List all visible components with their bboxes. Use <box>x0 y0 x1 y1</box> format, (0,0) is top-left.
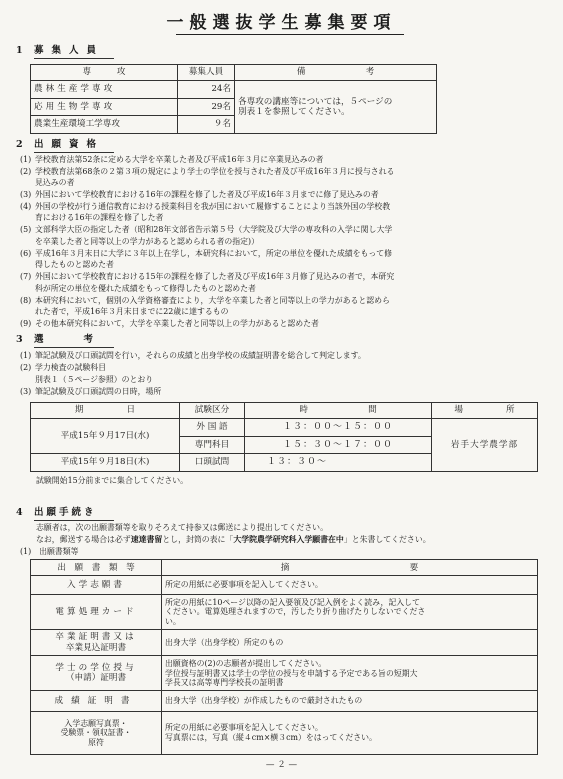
document-summary: 出身大学（出身学校）所定のもの <box>162 629 538 656</box>
quota-row-count: ９名 <box>178 116 235 134</box>
quota-row-count: 24名 <box>178 81 235 99</box>
documents-subheading: (1) 出願書類等 <box>20 547 79 556</box>
schedule-kind: 外 国 語 <box>180 419 245 437</box>
registered-express-label: 速達書留 <box>130 535 163 544</box>
section1-title: 募集人員 <box>34 45 105 56</box>
schedule-header-place: 場 所 <box>432 403 538 419</box>
selection-item: (3) 筆記試験及び口頭試問の日時，場所 <box>20 387 162 396</box>
document-name: 学士の学位授与 （申請）証明書 <box>31 656 162 691</box>
table-row <box>31 656 538 691</box>
selection-item: (2) 学力検査の試験科目 <box>20 363 107 372</box>
page-title: 一般選抜学生募集要項 <box>166 13 397 33</box>
eligibility-item: 得したものと認めた者 <box>35 260 114 269</box>
document-summary: 出身大学（出身学校）が作成したもので厳封されたもの <box>162 691 538 712</box>
schedule-kind: 口頭試問 <box>180 454 245 472</box>
document-name: 電算処理カード <box>31 594 162 629</box>
quota-note-line: 別表１を参照してください。 <box>238 107 350 118</box>
quota-header-notes: 備 考 <box>235 65 437 81</box>
eligibility-item: (7) 外国において学校教育における15年の課程を修了した者及び平成16年３月修了見込みの者で，本研究 <box>20 272 395 281</box>
page-number: — ２ — <box>265 760 298 770</box>
schedule-header-time: 時 間 <box>245 403 432 419</box>
section3-heading <box>16 334 133 346</box>
schedule-date: 平成15年９月17日(水) <box>31 419 180 454</box>
eligibility-item: を卒業した者と同等以上の学力があると認められる者の指定)） <box>35 237 260 246</box>
schedule-kind: 専門科目 <box>180 436 245 454</box>
section4-title: 出願手続き <box>34 507 97 518</box>
eligibility-item: (4) 外国の学校が行う通信教育における授業科目を我が国において履修することにより当該外国の学校教 <box>20 202 391 211</box>
section1-heading <box>16 45 104 57</box>
schedule-date: 平成15年９月18日(木) <box>31 454 180 472</box>
document-summary: 所定の用紙に必要事項を記入してください。 <box>162 576 538 594</box>
section1-quota-table <box>30 64 437 134</box>
quota-row-major: 農林生産学専攻 <box>31 81 178 99</box>
table-row <box>31 594 538 629</box>
quota-row-major: 応用生物学専攻 <box>31 98 178 116</box>
section1-number: 1 <box>16 45 23 56</box>
document-name: 入学志願書 <box>31 576 162 594</box>
schedule-header-kind: 試験区分 <box>180 403 245 419</box>
table-row <box>31 576 538 594</box>
schedule-place: 岩手大学農学部 <box>432 419 538 472</box>
eligibility-item: (3) 外国において学校教育における16年の課程を修了した者及び平成16年３月までに修了見込みの者 <box>20 190 379 199</box>
eligibility-item: (5) 文部科学大臣の指定した者（昭和28年文部省告示第５号（大学院及び大学の専攻科の入学に関し大学 <box>20 225 393 234</box>
schedule-header-date: 期 日 <box>31 403 180 419</box>
section2-number: 2 <box>16 139 23 150</box>
documents-header-summary: 摘 要 <box>162 560 538 576</box>
section4-number: 4 <box>16 507 23 518</box>
section4-heading <box>16 507 97 519</box>
section1-underline <box>34 58 114 59</box>
table-row <box>31 691 538 712</box>
eligibility-item: 育における16年の課程を修了した者 <box>35 213 164 222</box>
schedule-time: １３：３０〜 <box>245 454 432 472</box>
eligibility-item: (1) 学校教育法第52条に定める大学を卒業した者及び平成16年３月に卒業見込みの者 <box>20 155 324 164</box>
quota-header-major: 専 攻 <box>31 65 178 81</box>
section3-underline <box>34 347 114 348</box>
table-row <box>31 711 538 754</box>
section2-heading <box>16 139 104 151</box>
section4-underline <box>34 520 114 521</box>
application-intro: 志願者は，次の出願書類等を取りそろえて持参又は郵送により提出してください。 <box>36 523 328 532</box>
eligibility-item: れた者で，平成16年３月末日までに22歳に達するもの <box>35 307 229 316</box>
quota-note-line: 各専攻の講座等については，５ページの <box>238 96 393 107</box>
application-documents-table <box>30 559 538 755</box>
mailing-instructions: なお，郵送する場合は必ず速達書留とし，封筒の表に「大学院農学研究科入学願書在中」と朱書してください。 <box>36 535 431 544</box>
eligibility-item: (6) 平成16年３月末日に大学に３年以上在学し，本研究科において，所定の単位を優れた成績をもって修 <box>20 249 393 258</box>
quota-row-count: 29名 <box>178 98 235 116</box>
selection-item: 別表１（５ページ参照）のとおり <box>35 375 154 384</box>
selection-item: (1) 筆記試験及び口頭試問を行い，それらの成績と出身学校の成績証明書を総合して判定します。 <box>20 351 366 360</box>
document-summary: 所定の用紙に10ページ以降の記入要領及び記入例をよく読み，記入して ください。電算処理されますので，汚したり折り曲げたりしないでくださ い。 <box>162 594 538 629</box>
quota-row-major: 農業生産環境工学専攻 <box>31 116 178 134</box>
documents-header-doc: 出 願 書 類 等 <box>31 560 162 576</box>
table-row <box>31 629 538 656</box>
exam-schedule-table <box>30 402 538 472</box>
document-name: 成績証明書 <box>31 691 162 712</box>
eligibility-item: (2) 学校教育法第68条の２第３項の規定により学士の学位を授与された者及び平成16年３月に授与される <box>20 167 395 176</box>
document-name: 入学志願写真票・ 受験票・領収証書・ 原符 <box>31 711 162 754</box>
eligibility-item: 科が所定の単位を優れた成績をもって修得したものと認めた者 <box>35 284 256 293</box>
document-summary: 所定の用紙に必要事項を記入してください。 写真票には，写真（縦４cm×横３cm）をはってください。 <box>162 711 538 754</box>
section2-underline <box>34 152 114 153</box>
section3-number: 3 <box>16 334 23 345</box>
document-summary: 出願資格の(2)の志願者が提出してください。 学位授与証明書又は学士の学位の授与を申請する予定である旨の短期大 学長又は高等専門学校長の証明書 <box>162 656 538 691</box>
eligibility-item: (9) その他本研究科において，大学を卒業した者と同等以上の学力があると認めた者 <box>20 319 319 328</box>
schedule-time: １３：００〜１５：００ <box>245 419 432 437</box>
eligibility-item: 見込みの者 <box>35 178 75 187</box>
section2-title: 出願資格 <box>34 139 105 150</box>
envelope-marking-label: 大学院農学研究科入学願書在中 <box>233 535 344 544</box>
section3-title: 選考 <box>34 334 134 345</box>
assembly-note: 試験開始15分前までに集合してください。 <box>36 476 189 485</box>
document-name: 卒業証明書又は 卒業見込証明書 <box>31 629 162 656</box>
quota-header-count: 募集人員 <box>178 65 235 81</box>
schedule-time: １５：３０〜１７：００ <box>245 436 432 454</box>
eligibility-item: (8) 本研究科において，個別の入学資格審査により，大学を卒業した者と同等以上の学力があると認めら <box>20 296 390 305</box>
quota-notes-cell <box>235 81 437 134</box>
title-underline <box>176 34 404 35</box>
